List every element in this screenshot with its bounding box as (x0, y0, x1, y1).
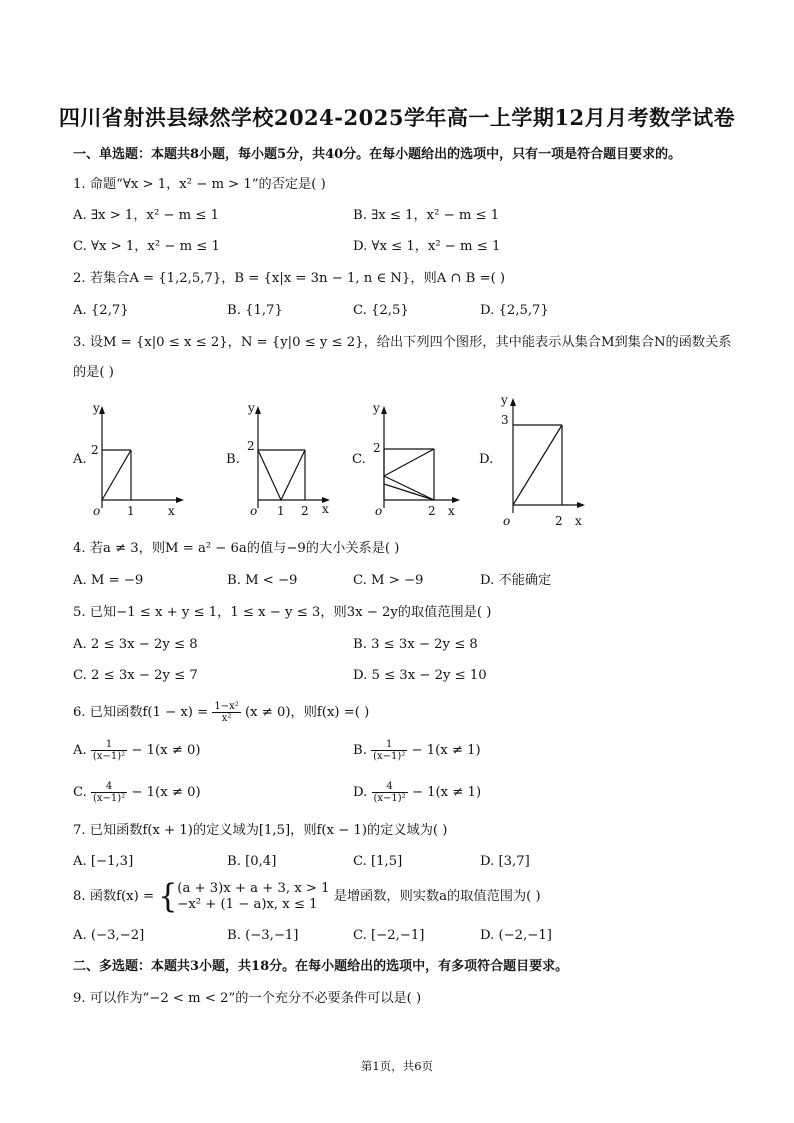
graph-b-y-tick: 2 (247, 439, 255, 453)
q6-stem-numerator: 1−x² (214, 701, 239, 712)
q6-option-d-numerator: 4 (372, 781, 408, 793)
question-9-stem: 9. 可以作为“−2 < m < 2”的一个充分不必要条件可以是( ) (73, 991, 422, 1006)
graph-b-y-label: y (248, 401, 255, 415)
q6-option-a-numerator: 1 (91, 739, 127, 751)
q6-option-d[interactable] (353, 780, 481, 806)
q7-option-c[interactable]: C. [1,5] (353, 854, 403, 869)
question-1-stem: 1. 命题“∀x > 1，x² − m > 1”的否定是( ) (73, 177, 326, 192)
q4-option-b[interactable]: B. M < −9 (227, 573, 298, 588)
graph-a-y-label: y (93, 401, 100, 415)
section-2-heading: 二、多选题：本题共3小题，共18分。在每小题给出的选项中，有多项符合题目要求。 (73, 959, 569, 974)
q5-option-a[interactable]: A. 2 ≤ 3x − 2y ≤ 8 (73, 637, 198, 652)
page-footer: 第1页，共6页 (360, 1059, 434, 1073)
q7-option-a[interactable]: A. [−1,3] (73, 854, 134, 869)
q2-option-a[interactable]: A. {2,7} (73, 303, 129, 318)
graph-c-origin: o (375, 504, 383, 518)
graph-b-origin: o (250, 504, 258, 518)
q3-graph-a (88, 398, 188, 523)
question-7-stem: 7. 已知函数f(x + 1)的定义域为[1,5]，则f(x − 1)的定义域为( ) (73, 823, 448, 838)
question-5-stem: 5. 已知−1 ≤ x + y ≤ 1，1 ≤ x − y ≤ 3，则3x − 2y的取值范围是( ) (73, 605, 492, 620)
q6-option-c-denominator: (x−1)² (93, 793, 126, 804)
q3-option-c-label[interactable]: C. (352, 452, 366, 467)
q7-option-d[interactable]: D. [3,7] (480, 854, 530, 869)
graph-b-x-tick-1: 1 (277, 504, 285, 518)
graph-d-origin: o (503, 514, 511, 528)
question-3-stem-line2: 的是( ) (73, 365, 114, 380)
q6-option-c-tail: − 1(x ≠ 0) (131, 785, 201, 800)
q8-option-a[interactable]: A. (−3,−2] (73, 928, 145, 943)
q3-option-b-label[interactable]: B. (226, 452, 240, 467)
q3-graph-c (370, 398, 470, 523)
graph-d-x-tick: 2 (555, 514, 563, 528)
q6-stem-suffix: (x ≠ 0)，则f(x) =( ) (245, 705, 370, 720)
graph-c-x-tick: 2 (428, 504, 436, 518)
q6-option-d-fraction (372, 781, 408, 804)
q1-option-a[interactable]: A. ∃x > 1，x² − m ≤ 1 (73, 208, 219, 223)
q8-case-1: (a + 3)x + a + 3, x > 1 (177, 880, 330, 896)
q5-option-d[interactable]: D. 5 ≤ 3x − 2y ≤ 10 (353, 668, 487, 683)
q1-option-c[interactable]: C. ∀x > 1，x² − m ≤ 1 (73, 239, 220, 254)
question-3-stem-line1: 3. 设M = {x|0 ≤ x ≤ 2}，N = {y|0 ≤ y ≤ 2}，给出下列四个图形，其中能表示从集合M到集合N的函数关系 (73, 335, 732, 350)
q3-graph-b (244, 398, 339, 523)
graph-b-x-label: x (322, 502, 329, 516)
q4-option-d[interactable]: D. 不能确定 (480, 573, 552, 588)
q6-option-b-tail: − 1(x ≠ 1) (411, 743, 481, 758)
graph-c-y-label: y (373, 401, 380, 415)
q7-option-b[interactable]: B. [0,4] (227, 854, 277, 869)
q6-option-d-tail: − 1(x ≠ 1) (411, 785, 482, 800)
q8-option-b[interactable]: B. (−3,−1] (227, 928, 299, 943)
q2-option-d[interactable]: D. {2,5,7} (480, 303, 549, 318)
q6-option-c-fraction (91, 781, 127, 804)
q6-option-c[interactable] (73, 780, 201, 806)
section-1-heading: 一、单选题：本题共8小题，每小题5分，共40分。在每小题给出的选项中，只有一项是符合题目要求的。 (73, 147, 682, 162)
q8-option-d[interactable]: D. (−2,−1] (480, 928, 552, 943)
graph-d-x-label: x (575, 514, 582, 528)
graph-b-x-tick-2: 2 (301, 504, 309, 518)
exam-title: 四川省射洪县绿然学校2024-2025学年高一上学期12月月考数学试卷 (58, 105, 736, 130)
graph-c-y-tick: 2 (373, 441, 381, 455)
q6-option-c-label: C. (73, 785, 87, 800)
q2-option-b[interactable]: B. {1,7} (227, 303, 283, 318)
q6-option-a-label: A. (73, 743, 87, 758)
q6-stem-denominator: x² (221, 713, 232, 724)
q1-option-b[interactable]: B. ∃x ≤ 1，x² − m ≤ 1 (353, 208, 500, 223)
q6-option-b-fraction (371, 739, 407, 762)
graph-a-origin: o (93, 504, 101, 518)
q5-option-c[interactable]: C. 2 ≤ 3x − 2y ≤ 7 (73, 668, 198, 683)
q6-option-b-label: B. (353, 743, 367, 758)
graph-d-y-tick: 3 (501, 413, 509, 427)
graph-a-x-tick: 1 (127, 504, 135, 518)
q4-option-c[interactable]: C. M > −9 (353, 573, 424, 588)
q8-brace-icon: { (158, 876, 178, 916)
question-6-stem (73, 700, 369, 726)
q8-stem-suffix: 是增函数，则实数a的取值范围为( ) (333, 889, 541, 904)
graph-d-y-label: y (501, 393, 508, 407)
graph-a-x-label: x (168, 504, 175, 518)
q6-option-b-numerator: 1 (371, 739, 407, 751)
graph-a-y-tick: 2 (91, 443, 99, 457)
q6-option-d-label: D. (353, 785, 368, 800)
question-4-stem: 4. 若a ≠ 3，则M = a² − 6a的值与−9的大小关系是( ) (73, 541, 400, 556)
q6-option-c-numerator: 4 (91, 781, 127, 793)
q6-option-a-fraction (91, 739, 127, 762)
q5-option-b[interactable]: B. 3 ≤ 3x − 2y ≤ 8 (353, 637, 478, 652)
q6-option-b-denominator: (x−1)² (373, 751, 406, 762)
q6-option-a-denominator: (x−1)² (92, 751, 126, 762)
q3-option-a-label[interactable]: A. (73, 452, 87, 467)
q6-stem-fraction (212, 701, 240, 724)
question-8-stem (73, 876, 541, 916)
q6-option-a-tail: − 1(x ≠ 0) (131, 743, 201, 758)
q6-option-a[interactable] (73, 738, 201, 764)
q8-case-2: −x² + (1 − a)x, x ≤ 1 (177, 896, 318, 912)
q6-stem-prefix: 6. 已知函数f(1 − x) = (73, 705, 209, 720)
q8-cases (177, 881, 329, 913)
q3-option-d-label[interactable]: D. (479, 452, 494, 467)
q3-graph-d (497, 388, 597, 533)
q2-option-c[interactable]: C. {2,5} (353, 303, 409, 318)
q1-option-d[interactable]: D. ∀x ≤ 1，x² − m ≤ 1 (353, 239, 501, 254)
graph-c-x-label: x (448, 504, 455, 518)
q8-option-c[interactable]: C. [−2,−1] (353, 928, 425, 943)
question-2-stem: 2. 若集合A = {1,2,5,7}，B = {x|x = 3n − 1, n ∈ N}，则A ∩ B =( ) (73, 271, 506, 286)
q8-stem-prefix: 8. 函数f(x) = (73, 889, 154, 904)
q6-option-b[interactable] (353, 738, 481, 764)
q6-option-d-denominator: (x−1)² (373, 793, 406, 804)
q4-option-a[interactable]: A. M = −9 (73, 573, 144, 588)
